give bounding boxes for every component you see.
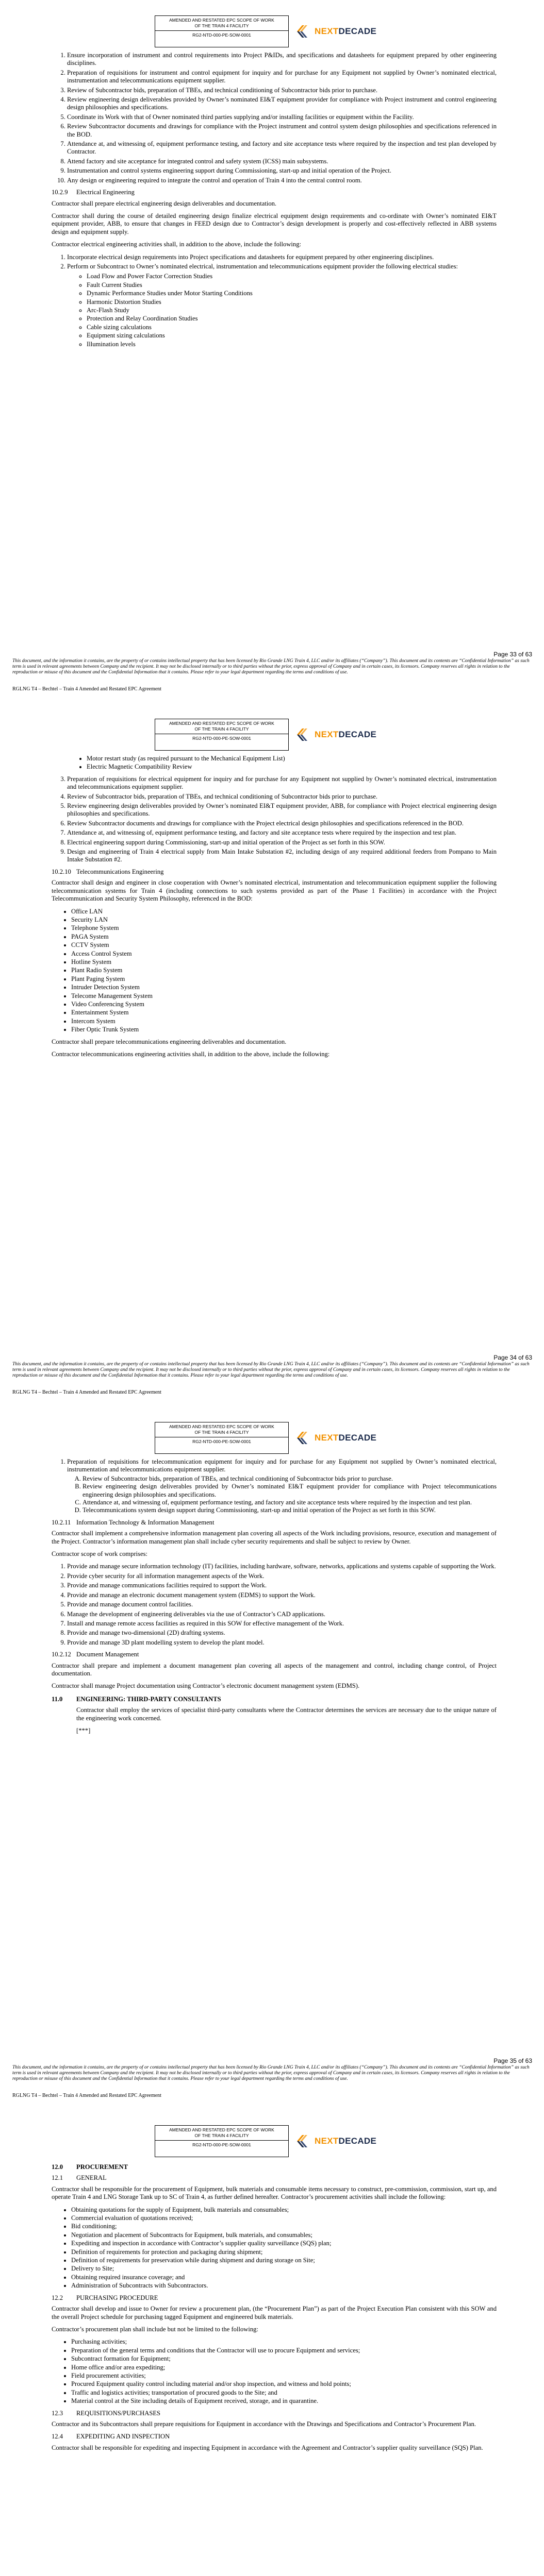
it-scope-list — [52, 1563, 497, 1647]
list-item: • Purchasing activities; — [71, 2338, 497, 2346]
list-item: • PAGA System — [71, 933, 497, 941]
paragraph: Contractor shall develop and issue to Owner for review a procurement plan, (the “Procurement Plan”) as part of the Project Execution Plan consistent with this SOW and the overall Project schedule for purchasing tagged Equipment and engineered bulk materials. — [52, 2305, 497, 2320]
section-title: GENERAL — [76, 2174, 107, 2182]
section-title: Document Management — [76, 1651, 139, 1658]
electrical-studies-list — [67, 273, 497, 348]
paragraph: Contractor shall implement a comprehensive information management plan covering all aspects of the Work including provisions, resource, execution and management of the Project. Contractor’s information management plan shall include cyber security requirements and shall be subject to review by Owner. — [52, 1530, 497, 1545]
nextdecade-logo-icon — [296, 2133, 311, 2149]
list-item: • Home office and/or area expediting; — [71, 2364, 497, 2371]
header-title-box — [155, 1422, 289, 1454]
section-heading — [52, 2294, 497, 2302]
list-item: • Expediting and inspection in accordance with Contractor’s supplier quality surveillance (SQS) plan; — [71, 2240, 497, 2247]
list-item: ◦ Protection and Relay Coordination Studies — [87, 315, 497, 323]
section-number: 12.0 — [52, 2163, 63, 2171]
paragraph: Contractor shall manage Project documentation using Contractor’s electronic document management system (EDMS). — [52, 1682, 360, 1690]
list-item: 1. Ensure incorporation of instrument and control requirements into Project P&IDs, and specifications and datasheets for equipment prepared by other engineering disciplines. — [67, 52, 497, 67]
section-title: REQUISITIONS/PURCHASES — [76, 2409, 161, 2417]
electrical-activities-list-continued — [52, 775, 497, 864]
header-doc-number: RG2-NTD-000-PE-SOW-0001 — [192, 32, 251, 38]
page-header — [155, 2125, 387, 2157]
page-number: Page 34 of 63 — [493, 1354, 532, 1361]
confidentiality-disclaimer: This document, and the information it contains, are the property of or contains intellectual property that has been licensed by Rio Grande LNG Train 4, LLC and/or its affiliates (“Company”). This document and its contents are “Confidential Information” as such term is used in relevant agreements between Company and the recipient. It may not be disclosed internally or to third parties without the prior, express approval of Company and in certain cases, its licensors. Company reserves all rights in relation to the reproduction or misuse of this document and the Confidential Information that it contains. Please refer to your legal department regarding the terms and conditions of use. — [12, 2064, 530, 2082]
section-number: 12.1 — [52, 2174, 63, 2182]
paragraph: Contractor electrical engineering activities shall, in addition to the above, include the following: — [52, 241, 302, 248]
page-body — [52, 2161, 497, 2456]
list-item: ◦ Arc-Flash Study — [87, 307, 497, 314]
list-item: ◦ Equipment sizing calculations — [87, 332, 497, 340]
list-item: • Field procurement activities; — [71, 2372, 497, 2380]
list-item: • Obtaining quotations for the supply of Equipment, bulk materials and consumables; — [71, 2206, 497, 2214]
ic-activities-list — [52, 52, 497, 184]
paragraph: Contractor shall employ the services of specialist third-party consultants where the Contractor determines the services are necessary due to the unique nature of the engineering work concerned. — [76, 1706, 497, 1722]
page-number: Page 35 of 63 — [493, 2057, 532, 2064]
company-logo — [289, 2125, 387, 2157]
list-item: 7. Install and manage remote access facilities as required in this SOW for effective management of the Work. — [67, 1620, 497, 1628]
section-number: 10.2.9 — [52, 189, 68, 196]
page-body — [52, 1458, 497, 1739]
paragraph: Contractor shall be responsible for expediting and inspecting Equipment in accordance with the Agreement and Contractor’s supplier quality surveillance (SQS) Plan. — [52, 2444, 483, 2451]
list-item: 3. Preparation of requisitions for electrical equipment for inquiry and for purchase for any Equipment not supplied by Owner’s nominated electrical, instrumentation and telecommunications equipment supplier. — [67, 775, 497, 791]
list-item: 1. Preparation of requisitions for telecommunication equipment for inquiry and for purchase for any Equipment not supplied by Owner’s nominated electrical, instrumentation and telecommunications equipment supplier. A. Review of Subcontractor bids, preparation of TBEs, and technical conditioning of Subcontractor bids prior to purchase. B. Review engineering design deliverables provided by Owner’s nominated EI&T equipment provider for compliance with Project telecommunications engineering design philosophies and specifications. C. Attendance at, and witnessing of, equipment performance testing, and factory and site acceptance tests where required by the inspection and test plan. D. Telecommunications system design support during Commissioning, start-up and initial operation of the Project as set forth in this SOW. — [67, 1458, 497, 1515]
electrical-studies-list-continued — [52, 755, 497, 771]
list-item: 5. Provide and manage document control facilities. — [67, 1601, 497, 1608]
section-heading — [52, 1519, 497, 1527]
list-item: • Motor restart study (as required pursuant to the Mechanical Equipment List) — [87, 755, 497, 762]
electrical-activities-list — [52, 253, 497, 348]
list-item: • Fiber Optic Trunk System — [71, 1026, 497, 1033]
list-item: • Entertainment System — [71, 1009, 497, 1016]
header-title-line: AMENDED AND RESTATED EPC SCOPE OF WORK OF THE TRAIN 4 FACILITY — [155, 719, 288, 734]
list-item: 7. Attendance at, and witnessing of, equipment performance testing, and factory and site acceptance tests where required by the inspection and test plan developed by Contractor. — [67, 140, 497, 156]
redaction-marker: [***] — [76, 1726, 91, 1734]
section-heading — [52, 2174, 497, 2182]
list-item: D. Telecommunications system design support during Commissioning, start-up and initial operation of the Project as set forth in this SOW. — [83, 1506, 497, 1514]
section-heading — [52, 1696, 497, 1703]
header-title-line: AMENDED AND RESTATED EPC SCOPE OF WORK OF THE TRAIN 4 FACILITY — [155, 2126, 288, 2141]
section-heading — [52, 2163, 497, 2171]
list-item: • Video Conferencing System — [71, 1001, 497, 1008]
list-item: 1. Provide and manage secure information technology (IT) facilities, including hardware, software, networks, applications and systems capable of supporting the Work. — [67, 1563, 497, 1570]
page-body — [52, 755, 497, 1063]
list-item: 8. Provide and manage two-dimensional (2D) drafting systems. — [67, 1629, 497, 1637]
list-item: 9. Instrumentation and control systems engineering support during Commissioning, start-up and initial operation of the Project. — [67, 167, 497, 175]
document-page-34 — [0, 703, 544, 1406]
page-body — [52, 52, 497, 352]
list-item: 4. Review engineering design deliverables provided by Owner’s nominated EI&T equipment provider for compliance with Project instrument and control engineering design philosophies and specifications. — [67, 96, 497, 112]
list-item: • Electric Magnetic Compatibility Review — [87, 763, 497, 771]
list-item: ◦ Load Flow and Power Factor Correction Studies — [87, 273, 497, 280]
logo-wordmark: NEXTDECADE — [315, 1433, 377, 1443]
list-item: ◦ Dynamic Performance Studies under Motor Starting Conditions — [87, 290, 497, 297]
list-item: 2. Provide cyber security for all information management aspects of the Work. — [67, 1572, 497, 1580]
list-item: 8. Attend factory and site acceptance for integrated control and safety system (ICSS) main subsystems. — [67, 158, 497, 165]
telecom-activities-list — [52, 1458, 497, 1515]
section-title: Telecommunications Engineering — [76, 868, 164, 875]
list-item: • Access Control System — [71, 950, 497, 958]
list-item: • Delivery to Site; — [71, 2265, 497, 2273]
section-heading — [52, 2433, 497, 2441]
header-doc-number: RG2-NTD-000-PE-SOW-0001 — [192, 1439, 251, 1444]
list-item: • Hotline System — [71, 958, 497, 966]
list-item: C. Attendance at, and witnessing of, equipment performance testing, and factory and site acceptance tests where required by the inspection and test plan. — [83, 1499, 497, 1506]
section-number: 10.2.11 — [52, 1518, 71, 1526]
list-item: 1. Incorporate electrical design requirements into Project specifications and datasheets for equipment prepared by other engineering disciplines. — [67, 253, 497, 261]
section-number: 10.2.12 — [52, 1651, 71, 1658]
page-header — [155, 1422, 387, 1454]
nextdecade-logo-icon — [296, 1430, 311, 1446]
header-title-line: AMENDED AND RESTATED EPC SCOPE OF WORK OF THE TRAIN 4 FACILITY — [155, 16, 288, 31]
page-footer — [12, 652, 532, 675]
section-heading — [52, 868, 497, 876]
section-number: 12.4 — [52, 2433, 63, 2441]
paragraph: Contractor shall prepare electrical engineering design deliverables and documentation. — [52, 199, 277, 207]
list-item: • Bid conditioning; — [71, 2223, 497, 2230]
section-title: Electrical Engineering — [76, 189, 135, 196]
header-doc-number: RG2-NTD-000-PE-SOW-0001 — [192, 736, 251, 741]
list-item: • Plant Paging System — [71, 975, 497, 983]
section-number: 12.3 — [52, 2409, 63, 2417]
paragraph: Contractor’s procurement plan shall include but not be limited to the following: — [52, 2325, 258, 2333]
header-doc-number: RG2-NTD-000-PE-SOW-0001 — [192, 2142, 251, 2147]
agreement-footer: RGLNG T4 – Bechtel – Train 4 Amended and Restated EPC Agreement — [12, 1389, 161, 1395]
document-page-35 — [0, 1406, 544, 2110]
company-logo — [289, 15, 387, 47]
list-item: • Intruder Detection System — [71, 984, 497, 991]
logo-wordmark: NEXTDECADE — [315, 2136, 377, 2146]
list-item: • Definition of requirements for preservation while during shipment and during storage on Site; — [71, 2257, 497, 2264]
list-item: 6. Manage the development of engineering deliverables via the use of Contractor’s CAD applications. — [67, 1611, 497, 1618]
list-item: • Traffic and logistics activities; transportation of procured goods to the Site; and — [71, 2389, 497, 2397]
paragraph: Contractor and its Subcontractors shall prepare requisitions for Equipment in accordance with the Drawings and Specifications and Contractor’s Procurement Plan. — [52, 2420, 476, 2428]
confidentiality-disclaimer: This document, and the information it contains, are the property of or contains intellectual property that has been licensed by Rio Grande LNG Train 4, LLC and/or its affiliates (“Company”). This document and its contents are “Confidential Information” as such term is used in relevant agreements between Company and the recipient. It may not be disclosed internally or to third parties without the prior, express approval of Company and in certain cases, its licensors. Company reserves all rights in relation to the reproduction or misuse of this document and the Confidential Information that it contains. Please refer to your legal department regarding the terms and conditions of use. — [12, 1361, 530, 1379]
page-footer — [12, 1355, 532, 1379]
list-item: • Plant Radio System — [71, 967, 497, 974]
section-title: PURCHASING PROCEDURE — [76, 2294, 158, 2301]
list-item: 3. Review of Subcontractor bids, preparation of TBEs, and technical conditioning of Subcontractor bids prior to purchase. — [67, 87, 497, 94]
list-item: 9. Design and engineering of Train 4 electrical supply from Main Intake Substation #2, including design of any required additional feeders from Pompano to Main Intake Substation #2. — [67, 848, 497, 864]
paragraph: Contractor shall be responsible for the procurement of Equipment, bulk materials and consumable items necessary to construct, pre-commission, commission, start up, and operate Train 4 and LNG Storage Tank up to SC of Train 4, as further defined hereafter. Contractor’s procurement activities shall include the following: — [52, 2185, 497, 2201]
list-item: • Administration of Subcontracts with Subcontractors. — [71, 2282, 497, 2290]
list-item: 10. Any design or engineering required to integrate the control and operation of Train 4 into the central control room. — [67, 177, 497, 184]
list-item: 4. Provide and manage an electronic document management system (EDMS) to support the Work. — [67, 1591, 497, 1599]
list-item: 6. Review Subcontractor documents and drawings for compliance with the Project instrument and control system design philosophies and specifications referenced in the BOD. — [67, 123, 497, 139]
list-item: A. Review of Subcontractor bids, preparation of TBEs, and technical conditioning of Subcontractor bids prior to purchase. — [83, 1475, 497, 1483]
page-footer — [12, 2058, 532, 2082]
document-page-36 — [0, 2110, 544, 2576]
header-title-line: AMENDED AND RESTATED EPC SCOPE OF WORK OF THE TRAIN 4 FACILITY — [155, 1422, 288, 1437]
list-item: 5. Coordinate its Work with that of Owner nominated third parties supplying and/or installing facilities or equipment within the Facility. — [67, 113, 497, 121]
list-item: • Subcontract formation for Equipment; — [71, 2355, 497, 2363]
section-number: 12.2 — [52, 2294, 63, 2301]
procurement-activities-list — [52, 2206, 497, 2290]
list-item: 5. Review engineering design deliverables provided by Owner’s nominated EI&T equipment provider, ABB, for compliance with Project electrical engineering design philosophies and specifications. — [67, 802, 497, 818]
list-item: • Intercom System — [71, 1018, 497, 1025]
list-item: • Material control at the Site including details of Equipment received, storage, and in quarantine. — [71, 2397, 497, 2405]
list-item: • Telephone System — [71, 924, 497, 932]
list-item: • Office LAN — [71, 908, 497, 916]
paragraph: Contractor telecommunications engineering activities shall, in addition to the above, include the following: — [52, 1050, 330, 1058]
page-number: Page 33 of 63 — [493, 651, 532, 658]
list-item: ◦ Illumination levels — [87, 341, 497, 348]
list-item: • Commercial evaluation of quotations received; — [71, 2214, 497, 2222]
list-item: • CCTV System — [71, 941, 497, 949]
procurement-plan-list — [52, 2338, 497, 2405]
section-heading — [52, 189, 497, 196]
list-item: • Obtaining required insurance coverage; and — [71, 2274, 497, 2281]
company-logo — [289, 1422, 387, 1454]
section-heading — [52, 2410, 497, 2417]
agreement-footer: RGLNG T4 – Bechtel – Train 4 Amended and Restated EPC Agreement — [12, 686, 161, 692]
company-logo — [289, 719, 387, 751]
document-page-33 — [0, 0, 544, 703]
section-heading — [52, 1651, 497, 1658]
nextdecade-logo-icon — [296, 727, 311, 742]
logo-wordmark: NEXTDECADE — [315, 730, 377, 739]
paragraph: Contractor shall prepare telecommunications engineering deliverables and documentation. — [52, 1038, 287, 1045]
list-item: 4. Review of Subcontractor bids, preparation of TBEs, and technical conditioning of Subcontractor bids prior to purchase. — [67, 793, 497, 801]
section-title: EXPEDITING AND INSPECTION — [76, 2433, 170, 2441]
section-title: PROCUREMENT — [76, 2163, 128, 2171]
section-title: ENGINEERING: THIRD-PARTY CONSULTANTS — [76, 1695, 221, 1703]
logo-wordmark: NEXTDECADE — [315, 26, 377, 36]
list-item: ◦ Harmonic Distortion Studies — [87, 298, 497, 306]
list-item: ◦ Fault Current Studies — [87, 281, 497, 289]
page-header — [155, 719, 387, 751]
list-item: 2. Perform or Subcontract to Owner’s nominated electrical, instrumentation and telecommunications equipment provider the following electrical studies: ◦ Load Flow and Power Factor Correction Studies ◦ Fault Current Studies ◦ Dynamic Performance Studies under Motor Starting Conditions ◦ Harmonic Distortion Studies ◦ Arc-Flash Study ◦ Protection and Relay Coordination Studies ◦ Cable sizing calculations ◦ Equipment sizing calculations ◦ Illumination levels — [67, 263, 497, 348]
section-number: 11.0 — [52, 1695, 63, 1703]
paragraph: Contractor scope of work comprises: — [52, 1550, 148, 1558]
paragraph: Contractor shall during the course of detailed engineering design finalize electrical equipment design requirements and co-ordinate with Owner’s nominated EI&T equipment provider, ABB, to ensure that changes in FEED design due to Contractor’s design development is properly and cost-effectively reflected in ABB systems design and equipment supply. — [52, 212, 497, 235]
nextdecade-logo-icon — [296, 24, 311, 39]
list-item: ◦ Cable sizing calculations — [87, 324, 497, 331]
telecom-sub-list — [67, 1475, 497, 1515]
list-item: B. Review engineering design deliverables provided by Owner’s nominated EI&T equipment provider for compliance with Project telecommunications engineering design philosophies and specifications. — [83, 1483, 497, 1499]
list-item: 9. Provide and manage 3D plant modelling system to develop the plant model. — [67, 1639, 497, 1647]
list-item: 8. Electrical engineering support during Commissioning, start-up and initial operation of the Project as set forth in this SOW. — [67, 839, 497, 846]
list-item: • Telecome Management System — [71, 992, 497, 1000]
list-item: • Definition of requirements for protection and packaging during shipment; — [71, 2248, 497, 2256]
page-header — [155, 15, 387, 47]
header-title-box — [155, 719, 289, 751]
confidentiality-disclaimer: This document, and the information it contains, are the property of or contains intellectual property that has been licensed by Rio Grande LNG Train 4, LLC and/or its affiliates (“Company”). This document and its contents are “Confidential Information” as such term is used in relevant agreements between Company and the recipient. It may not be disclosed internally or to third parties without the prior, express approval of Company and in certain cases, its licensors. Company reserves all rights in relation to the reproduction or misuse of this document and the Confidential Information that it contains. Please refer to your legal department regarding the terms and conditions of use. — [12, 658, 530, 675]
list-item: • Preparation of the general terms and conditions that the Contractor will use to procure Equipment and services; — [71, 2347, 497, 2354]
agreement-footer: RGLNG T4 – Bechtel – Train 4 Amended and Restated EPC Agreement — [12, 2093, 161, 2098]
list-item: 2. Preparation of requisitions for instrument and control equipment for inquiry and for purchase for any Equipment not supplied by Owner’s nominated electrical, instrumentation and telecommunications equipment supplier. — [67, 69, 497, 85]
list-item: • Procured Equipment quality control including material and/or shop inspection, and witness and hold points; — [71, 2380, 497, 2388]
header-title-box — [155, 15, 289, 47]
telecom-systems-list — [52, 908, 497, 1034]
list-item: • Negotiation and placement of Subcontracts for Equipment, bulk materials, and consumables; — [71, 2231, 497, 2239]
paragraph: Contractor shall design and engineer in close cooperation with Owner’s nominated electrical, instrumentation and telecommunication equipment supplier the following telecommunication systems for Train 4 (including connections to such systems provided as part of the Phase 1 Facilities) in accordance with the Project Telecommunication and Security System Philosophy, referenced in the BOD: — [52, 879, 497, 903]
section-title: Information Technology & Information Management — [76, 1518, 215, 1526]
header-title-box — [155, 2125, 289, 2157]
section-number: 10.2.10 — [52, 868, 71, 875]
list-item: 3. Provide and manage communications facilities required to support the Work. — [67, 1582, 497, 1589]
list-item: • Security LAN — [71, 916, 497, 924]
paragraph: Contractor shall prepare and implement a document management plan covering all aspects of the management and control, including change control, of Project documentation. — [52, 1662, 497, 1677]
list-item: 7. Attendance at, and witnessing of, equipment performance testing, and factory and site acceptance tests where required by the inspection and test plan. — [67, 829, 497, 837]
list-item: 6. Review Subcontractor documents and drawings for compliance with the Project electrical design philosophies and specifications referenced in the BOD. — [67, 820, 497, 827]
